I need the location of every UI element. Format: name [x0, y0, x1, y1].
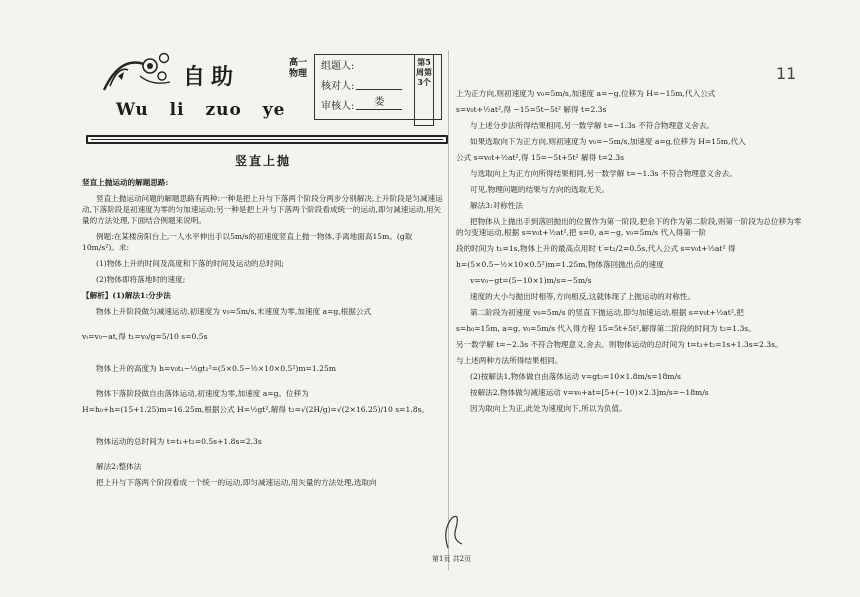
formula-line: s=h₀=15m, a=g, v₀=5m/s 代入得方程 15=5t+5t²,解得第二阶段的时间为 t₂=1.3s。: [456, 324, 756, 333]
formula-line: vₜ=v₀−at,得 t₁=v₀/g=5/10 s=0.5s: [82, 332, 208, 341]
text-line: 【解析】(1)解法1:分步法: [82, 291, 171, 300]
reviewer-line: 娄: [356, 97, 402, 110]
text-line: 解法2:整体法: [96, 462, 142, 471]
text-line: 物体下落阶段做自由落体运动,初速度为零,加速度 a=g。位移为: [96, 389, 309, 398]
text-line: (2)物体即将落地时的速度;: [96, 275, 186, 284]
worksheet-header: [88, 44, 444, 130]
title-chinese: 自助: [183, 64, 240, 90]
text-line: 解法3:对称性法: [470, 201, 523, 210]
text-line: 可见,物理问题的结果与方向的选取无关。: [470, 185, 610, 194]
section-title: 竖直上抛: [234, 154, 291, 168]
formula-line: v=v₀−gt=(5−10×1)m/s=−5m/s: [470, 276, 592, 285]
compiler-label: 组题人:: [321, 61, 355, 72]
text-line: 如果选取向下为正方向,则初速度为 v₀=−5m/s,加速度 a=g,位移为 H=15m,代入: [470, 137, 746, 146]
week-box: 第5周第3个: [414, 54, 434, 126]
text-line: 因为取向上为正,此处为速度向下,所以为负值。: [470, 404, 627, 413]
reviewer-label: 审核人:: [321, 101, 355, 112]
flower-decoration-icon: [100, 46, 180, 96]
text-line: 竖直上抛运动的解题思路:: [82, 178, 169, 187]
text-line: 与上述两种方法所得结果相同。: [456, 356, 563, 365]
text-line: (1)物体上升的时间及高度和下落的时间及运动的总时间;: [96, 259, 284, 268]
formula-line: 段的时间为 t₁=1s,物体上升的最高点用时 t′=t₁/2=0.5s,代入公式 s=v₀t+½at² 得: [456, 244, 736, 253]
right-column: [456, 88, 808, 419]
text-line: 与选取向上为正方向所得结果相同,另一数学解 t=−1.3s 不符合物理意义舍去。: [470, 169, 737, 178]
formula-line: h=(5×0.5−½×10×0.5²)m=1.25m,物体落回抛出点的速度: [456, 260, 664, 269]
formula-line: 物体运动的总时间为 t=t₁+t₂=0.5s+1.8s=2.3s: [96, 437, 262, 446]
page-number: 第1页 共2页: [432, 555, 472, 563]
formula-line: 物体上升的高度为 h=v₀t₁−½gt₁²=(5×0.5−½×10×0.5²)m=1.25m: [96, 364, 337, 373]
subject-label: 高一物理: [288, 58, 307, 79]
formula-line: H=h₀+h=(15+1.25)m=16.25m,根据公式 H=½gt²,解得 t₂=√(2H/g)=√(2×16.25)/10 s=1.8s。: [82, 405, 430, 414]
header-divider-bar: [86, 135, 448, 144]
formula-line: (2)按解法1,物体做自由落体运动 v=gt₂=10×1.8m/s=18m/s: [470, 372, 681, 381]
text-paragraph: 把物体从上抛出手到落回抛出的位置作为第一阶段,把余下的作为第二阶段,则第一阶段为总位移为零的匀变速运动,根据 s=v₀t+½at²,把 s=0, a=−g, v₀=5m/s 代入得第一阶: [456, 217, 802, 237]
text-line: 第二阶段为初速度 v₀=5m/s 的竖直下抛运动,即匀加速运动,根据 s=v₀t+½at²,把: [470, 308, 744, 317]
checker-label: 核对人:: [321, 81, 355, 92]
text-paragraph: 竖直上抛运动问题的解题思路有两种:一种是把上升与下落两个阶段分两步分别解决,上升阶段是匀减速运动,下落阶段是初速度为零的匀加速运动;另一种是把上升与下落两个阶段看成统一的运动,即匀减速运动,用矢量的方法处理,下面结合例题来说明。: [82, 194, 443, 225]
pen-scribble-icon: [438, 510, 468, 550]
text-line: 另一数学解 t=−2.3s 不符合物理意义,舍去。则物体运动的总时间为 t=t₁+t₂=1s+1.3s=2.3s。: [456, 340, 783, 349]
text-line: 与上述分步法所得结果相同,另一数学解 t=−1.3s 不符合物理意义舍去。: [470, 121, 715, 130]
left-column: [82, 150, 444, 493]
text-line: 上为正方向,则初速度为 v₀=5m/s,加速度 a=−g,位移为 H=−15m,代入公式: [456, 89, 716, 98]
formula-line: 公式 s=v₀t+½at²,得 15=−5t+5t² 解得 t=2.3s: [456, 153, 624, 162]
title-pinyin: Wu li zuo ye: [116, 100, 286, 120]
text-paragraph: 例题:在某楼房阳台上,一人水平伸出手以5m/s的初速度竖直上抛一物体,手离地面高15m。(g取10m/s²)。求:: [82, 232, 413, 252]
formula-line: 按解法2,物体做匀减速运动 v=v₀+at=[5+(−10)×2.3]m/s=−18m/s: [470, 388, 709, 397]
text-line: 物体上升阶段做匀减速运动,初速度为 v₀=5m/s,末速度为零,加速度 a=g,根据公式: [96, 307, 372, 316]
checker-line: [356, 77, 402, 90]
handwritten-mark: 11: [776, 64, 797, 83]
text-line: 把上升与下落两个阶段看成一个统一的运动,即匀减速运动,用矢量的方法处理,选取向: [96, 478, 377, 487]
center-divider: [448, 50, 449, 570]
text-line: 速度的大小与抛出时相等,方向相反,这就体现了上抛运动的对称性。: [470, 292, 696, 301]
formula-line: s=v₀t+½at²,得 −15=5t−5t² 解得 t=2.3s: [456, 105, 607, 114]
